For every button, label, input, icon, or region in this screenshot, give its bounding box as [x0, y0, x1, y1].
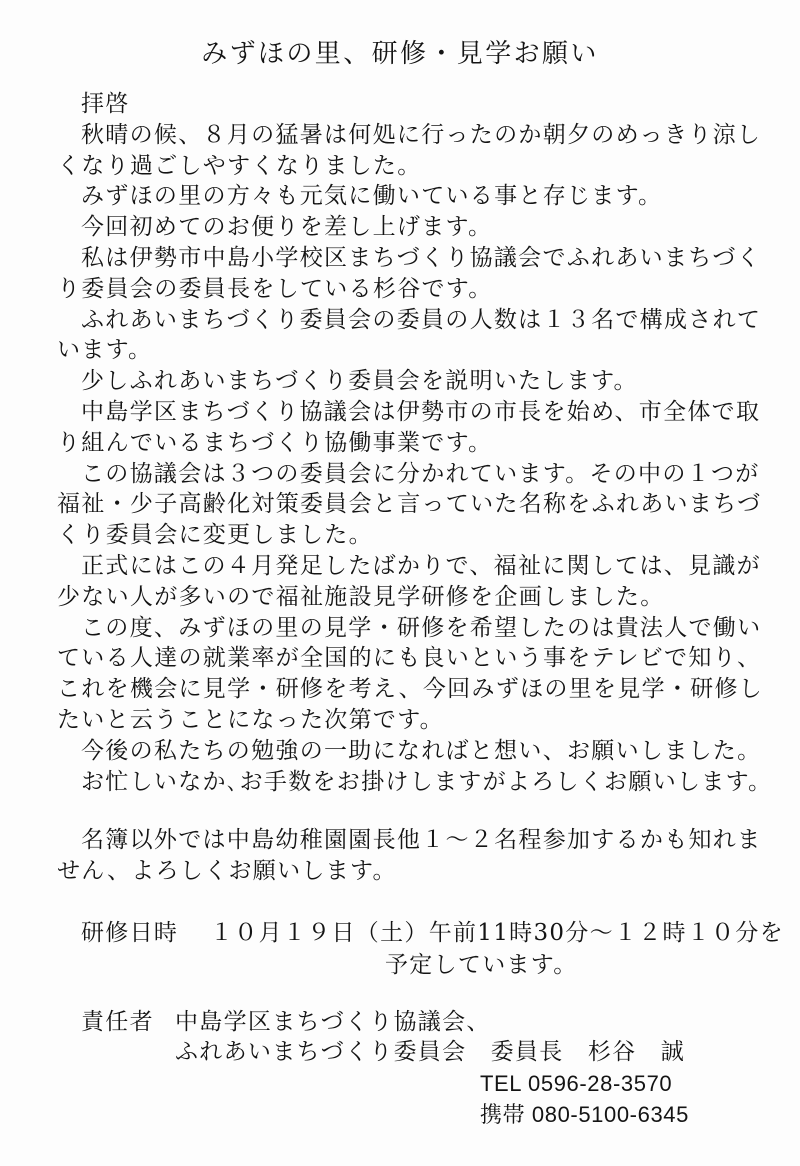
body-line: 少ない人が多いので福祉施設見学研修を企画しました。: [57, 583, 665, 610]
body-line: 正式にはこの４月発足したばかりで、福祉に関しては、見識が: [81, 552, 761, 579]
body-line: みずほの里の方々も元気に働いている事と存じます。: [81, 183, 663, 210]
telephone-number: TEL 0596-28-3570: [480, 1071, 673, 1096]
salutation: 拝啓: [81, 91, 130, 117]
body-line: くなり過ごしやすくなりました。: [57, 152, 422, 179]
note-line: せん、よろしくお願いします。: [57, 857, 397, 884]
mobile-number: 携帯 080-5100-6345: [480, 1102, 689, 1127]
schedule-datetime-continued: 予定しています。: [385, 952, 578, 978]
body-line: この度、みずほの里の見学・研修を希望したのは貴法人で働い: [81, 614, 762, 641]
body-line: お忙しいなか､お手数をお掛けしますがよろしくお願いします。: [81, 768, 773, 795]
body-line: り組んでいるまちづくり協働事業です。: [57, 429, 493, 456]
body-line: 今回初めてのお便りを差し上げます。: [81, 214, 493, 241]
responsible-person: [57, 1007, 792, 1137]
participants-note: [57, 825, 792, 887]
committee-chair: ふれあいまちづくり委員会 委員長 杉谷 誠: [175, 1039, 686, 1065]
note-line: 名簿以外では中島幼稚園園長他１～２名程参加するかも知れま: [81, 827, 762, 853]
body-line: 福祉・少子高齢化対策委員会と言っていた名称をふれあいまちづ: [57, 491, 762, 518]
body-line: 私は伊勢市中島小学校区まちづくり協議会でふれあいまちづく: [81, 244, 761, 271]
organization-name: 中島学区まちづくり協議会、: [175, 1009, 491, 1035]
schedule-datetime: １０月１９日（土）午前11時30分～１２時１０分を: [210, 920, 785, 946]
training-schedule: [57, 918, 792, 988]
body-line: たいと云うことになった次第です。: [57, 706, 444, 733]
body-line: これを機会に見学・研修を考え、今回みずほの里を見学・研修し: [57, 676, 764, 703]
body-line: ている人達の就業率が全国的にも良いという事をテレビで知り、: [57, 645, 762, 672]
body-line: り委員会の委員長をしている杉谷です。: [57, 275, 493, 302]
body-line: 今後の私たちの勉強の一助になればと想い、お願いしました。: [81, 737, 762, 764]
schedule-label: 研修日時: [81, 920, 179, 946]
body-line: この協議会は３つの委員会に分かれています。その中の１つが: [81, 460, 760, 487]
body-line: くり委員会に変更しました。: [57, 522, 373, 549]
letter-body: [57, 89, 792, 797]
body-line: います。: [57, 337, 153, 364]
document-title: みずほの里、研修・見学お願い: [201, 39, 599, 69]
body-line: 少しふれあいまちづくり委員会を説明いたします。: [81, 368, 638, 395]
body-line: ふれあいまちづくり委員会の委員の人数は１３名で構成されて: [81, 306, 762, 333]
body-line: 秋晴の候、８月の猛暑は何処に行ったのか朝夕のめっきり涼し: [81, 121, 762, 148]
body-line: 中島学区まちづくり協議会は伊勢市の市長を始め、市全体で取: [81, 398, 761, 425]
responsible-label: 責任者: [81, 1009, 154, 1035]
